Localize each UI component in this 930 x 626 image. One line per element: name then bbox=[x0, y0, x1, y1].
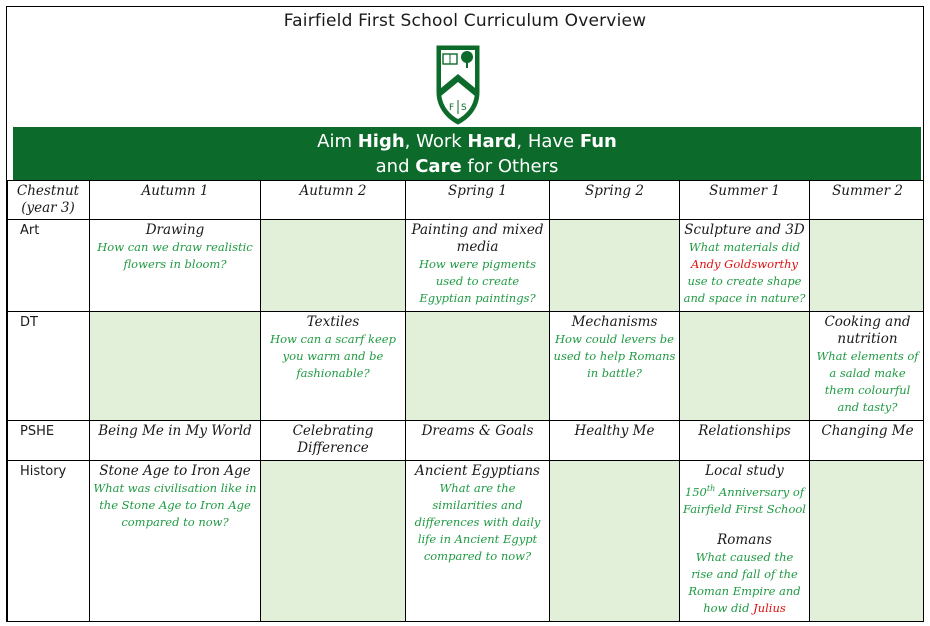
motto-line-1: Aim High, Work Hard, Have Fun bbox=[317, 131, 617, 152]
topic-cell: Painting and mixed media How were pigments used to create Egyptian paintings? bbox=[406, 220, 550, 312]
subject-label: DT bbox=[8, 312, 90, 421]
svg-text:S: S bbox=[461, 103, 467, 113]
topic-cell: Celebrating Difference bbox=[261, 421, 406, 461]
motto-banner bbox=[13, 127, 921, 181]
topic-cell: Local study 150th Anniversary of Fairfield First School Romans What caused the rise and fall of the Roman Empire and how did Julius bbox=[680, 461, 810, 623]
subject-label: PSHE bbox=[8, 421, 90, 461]
topic-cell: Ancient Egyptians What are the similarities and differences with daily life in Ancient Egypt compared to now? bbox=[406, 461, 550, 623]
topic-cell: Dreams & Goals bbox=[406, 421, 550, 461]
topic-cell: Cooking and nutrition What elements of a salad make them colourful and tasty? bbox=[810, 312, 925, 421]
table-row-dt bbox=[8, 312, 925, 421]
empty-cell bbox=[810, 461, 925, 623]
subject-label: History bbox=[8, 461, 90, 623]
curriculum-document bbox=[6, 6, 924, 622]
term-header: Autumn 2 bbox=[261, 181, 406, 220]
table-row-history bbox=[8, 461, 925, 623]
curriculum-table bbox=[7, 180, 924, 622]
topic-cell: Sculpture and 3D What materials did Andy Goldsworthy use to create shape and space in nature? bbox=[680, 220, 810, 312]
school-crest-logo bbox=[433, 44, 483, 126]
year-group-cell: Chestnut (year 3) bbox=[8, 181, 90, 220]
empty-cell bbox=[550, 220, 680, 312]
empty-cell bbox=[680, 312, 810, 421]
topic-cell: Changing Me bbox=[810, 421, 925, 461]
empty-cell bbox=[550, 461, 680, 623]
empty-cell bbox=[90, 312, 261, 421]
svg-text:F: F bbox=[449, 103, 455, 113]
motto-line-2: and Care for Others bbox=[375, 156, 559, 177]
empty-cell bbox=[261, 461, 406, 623]
term-header: Summer 1 bbox=[680, 181, 810, 220]
empty-cell bbox=[261, 220, 406, 312]
term-header: Spring 2 bbox=[550, 181, 680, 220]
topic-cell: Stone Age to Iron Age What was civilisation like in the Stone Age to Iron Age compared to now? bbox=[90, 461, 261, 623]
header-row bbox=[8, 181, 925, 220]
term-header: Spring 1 bbox=[406, 181, 550, 220]
topic-cell: Relationships bbox=[680, 421, 810, 461]
term-header: Autumn 1 bbox=[90, 181, 261, 220]
empty-cell bbox=[810, 220, 925, 312]
page-title: Fairfield First School Curriculum Overview bbox=[283, 11, 647, 31]
subject-label: Art bbox=[8, 220, 90, 312]
table-row-art bbox=[8, 220, 925, 312]
topic-cell: Mechanisms How could levers be used to help Romans in battle? bbox=[550, 312, 680, 421]
empty-cell bbox=[406, 312, 550, 421]
topic-cell: Healthy Me bbox=[550, 421, 680, 461]
topic-cell: Being Me in My World bbox=[90, 421, 261, 461]
table-row-pshe bbox=[8, 421, 925, 461]
topic-cell: Textiles How can a scarf keep you warm and be fashionable? bbox=[261, 312, 406, 421]
term-header: Summer 2 bbox=[810, 181, 925, 220]
topic-cell: Drawing How can we draw realistic flowers in bloom? bbox=[90, 220, 261, 312]
